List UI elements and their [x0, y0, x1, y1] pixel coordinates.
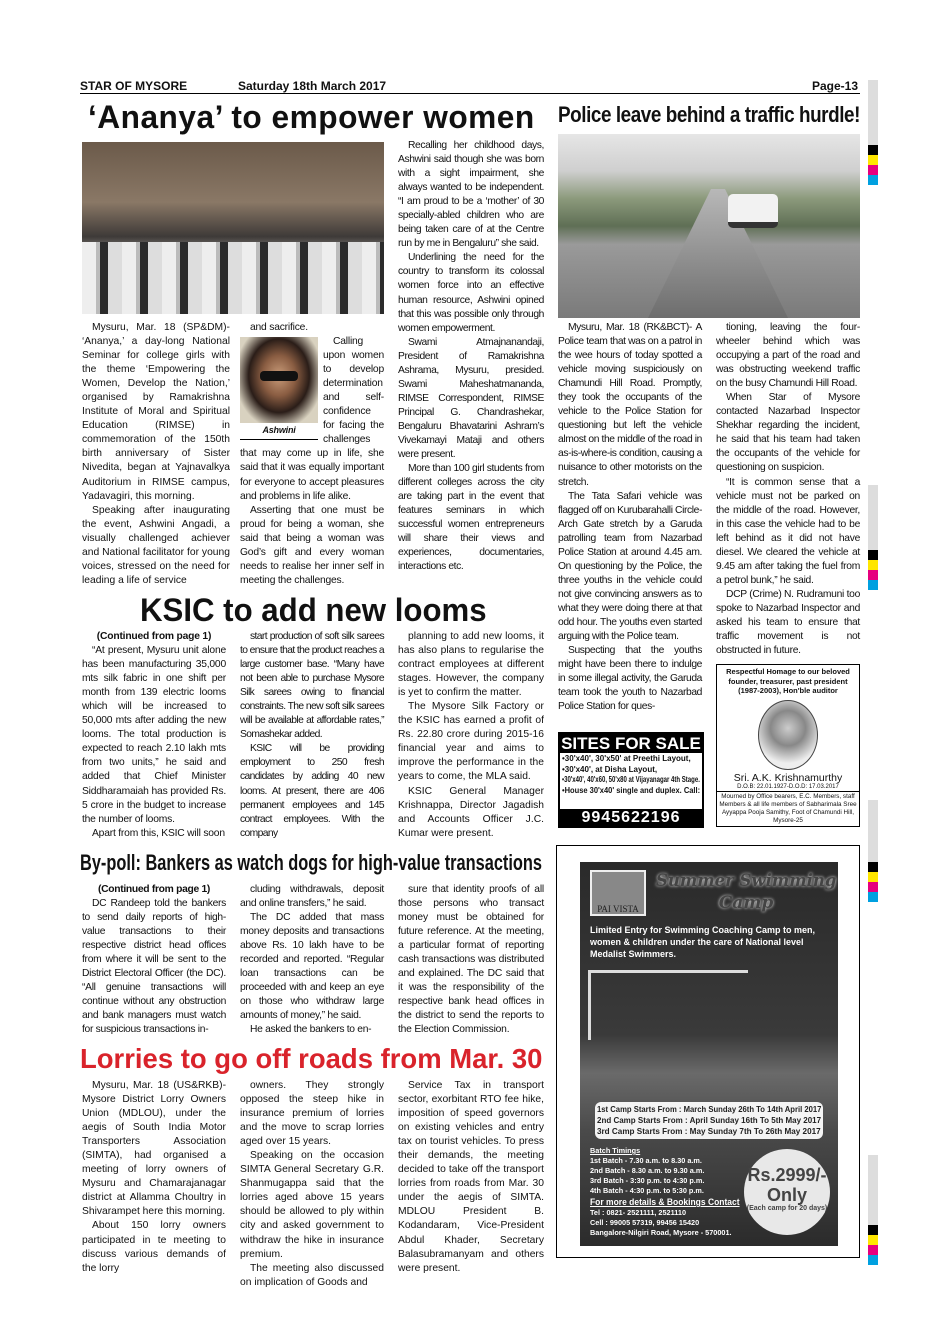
- police-column-2: [716, 321, 860, 659]
- ad-title-line2: Camp: [718, 893, 774, 913]
- paragraph: tioning, leaving the four-wheeler behind which was occupying a part of the road and was obstructing weekend traffic on the busy Chamundi Hill Road.: [716, 322, 860, 390]
- ananya-column-2: [240, 321, 384, 589]
- bypoll-column-1-text: [82, 897, 226, 1037]
- list-item: 2nd Batch - 8.30 a.m. to 9.30 a.m.: [590, 1166, 705, 1175]
- paragraph: Apart from this, KSIC will soon: [92, 827, 225, 839]
- headline-police: Police leave behind a traffic hurdle!: [558, 102, 860, 127]
- paragraph: Underlining the need for the country to transform its colossal women force into an effective human resource, Ashwini opined that this was possible only through women empowerment.: [398, 252, 544, 334]
- paragraph: Asserting that one must be proud for being a woman, she said that being a woman was God’s gift and every woman needs to realise her inner self in meeting the challenges.: [240, 504, 384, 586]
- paragraph: Swami Atmajnanandaji, President of Ramakrishna Ashrama, Mysuru, presided. Swami Maheshatmananda, RIMSE Correspondent, RIMSE Principal G. Chandrashekar, Bengaluru Bhavatarini Ashram’s Vivekamayi Mataji and others were present.: [398, 336, 544, 461]
- registration-strip: [868, 800, 878, 862]
- pool-building: [588, 970, 748, 1040]
- homage-ad: [716, 664, 860, 827]
- paragraph: About 150 lorry owners participated in te meeting to discuss various demands of the lorry: [82, 1220, 226, 1274]
- paragraph: DC Randeep told the bankers to send daily reports of high-value transactions to their respective district head offices from where it will be sent to the District Electoral Officer (the DC). “All genuine transactions will continue without any obstruction and bank managers must watch for suspicious transactions in-: [82, 898, 226, 1036]
- color-registration-mark: [868, 550, 878, 590]
- masthead-rule: [80, 93, 860, 94]
- paragraph: The Mysore Silk Factory or the KSIC has earned a profit of Rs. 22.80 crore during 2015-16 financial year and aims to improve the performance in the years to come, the MLA said.: [398, 701, 544, 783]
- paragraph: Mysuru, Mar. 18 (RK&BCT)- A Police team that was on a patrol in the wee hours of today spotted a vehicle moving suspiciously on Chamundi Hill Road. Promptly, they took the occupants of the vehicle to the Police Station for questioning but left the vehicle almost on the middle of the road in as-is-where-is condition, causing a nuisance to other motorists on the stretch.: [558, 322, 702, 488]
- ananya-column-3: [398, 139, 544, 587]
- paragraph: He asked the bankers to en-: [250, 1024, 372, 1036]
- homage-dates: D.O.B: 22.01.1927-D.O.D: 17.03.2017: [717, 784, 859, 792]
- paragraph: planning to add new looms, it has also plans to regularise the contract employees at different stages. However, the company is yet to confirm the matter.: [398, 631, 544, 699]
- issue-date: Saturday 18th March 2017: [238, 79, 387, 93]
- bypoll-column-1: [82, 883, 226, 1041]
- registration-strip: [868, 1155, 878, 1225]
- sites-for-sale-ad: [558, 732, 704, 828]
- contact-tel: Tel : 0821- 2521111, 2521110: [590, 1208, 687, 1217]
- paragraph: When Star of Mysore contacted Nazarbad Inspector Shekhar regarding the incident, he said that his team had taken the occupants of the vehicle for questioning on suspicion.: [716, 392, 860, 474]
- paragraph: Mysuru, Mar. 18 (SP&DM)- ‘Ananya,’ a day-long National Seminar for college girls with the theme ‘Empowering the Women, Develop the Nation,’ organised by Ramakrishna Institute of Moral and Spiritual Education (RIMSE) in commemoration of the 150th birth anniversary of Sister Nivedita, began at Yajnavalkya Auditorium in RIMSE campus, Yadavagiri, this morning.: [82, 322, 230, 502]
- headline-lorries: Lorries to go off roads from Mar. 30: [80, 1043, 543, 1074]
- bypoll-column-3: [398, 883, 544, 1041]
- homage-footer: Mourned by Office bearers, E.C. Members, staff Members & all life members of Sabharimala Sree Ayyappa Pooja Samithy, Foot of Chamundi Hill, Mysore-25: [719, 792, 857, 824]
- paragraph: KSIC will be providing employment to 250 fresh candidates by adding 40 new looms. At present, there are 406 permanent employees and 145 contract employees. With the company: [240, 743, 384, 839]
- list-item: •30'x40', 40'x60, 50'x80 at Vijayanagar 4th Stage.: [562, 775, 700, 784]
- ksic-column-1-text: [82, 644, 226, 841]
- paragraph: DCP (Crime) N. Rudramuni too spoke to Nazarbad Inspector and asked his team to ensure that traffic movement is not obstructed in future.: [716, 588, 860, 657]
- list-item: 2nd Camp Starts From : April Sunday 16th To 5th May 2017: [597, 1115, 822, 1125]
- paragraph: owners. They strongly opposed the steep hike in insurance premium of lorries and the move to scrap lorries aged over 15 years.: [240, 1080, 384, 1148]
- ad-intro: Limited Entry for Swimming Coaching Camp to men, women & children under the care of National level Medalist Swimmers.: [590, 925, 816, 959]
- paragraph: More than 100 girl students from different colleges across the city are taking part in the event that features seminars in which successful women entrepreneurs will share their views and experiences, documentaries, interactions etc.: [398, 463, 544, 573]
- road-car-photo: [558, 134, 860, 318]
- camp-dates: [595, 1102, 823, 1139]
- list-item: •30'x40', at Disha Layout,: [562, 764, 658, 774]
- portrait-photo: [758, 700, 818, 770]
- homage-name: Sri. A.K. Krishnamurthy: [733, 771, 843, 784]
- police-column-1: [558, 321, 702, 727]
- batch-timings: [590, 1146, 740, 1238]
- headline-bypoll: By-poll: Bankers as watch dogs for high-value transactions: [80, 850, 543, 875]
- registration-strip: [868, 485, 878, 550]
- paragraph: start production of soft silk sarees to ensure that the product reaches a large customer base. “Many have not been able to purchase Mysore Silk sarees owing to financial constraints. The new soft silk sarees will be available at affordable rates,” Somashekar added.: [240, 631, 384, 741]
- list-item: 1st Camp Starts From : March Sunday 26th To 14th April 2017: [597, 1104, 822, 1114]
- continued-label: (Continued from page 1): [96, 631, 212, 642]
- paragraph: KSIC General Manager Krishnappa, Director Jagadish and Accounts Officer J.C. Kumar were present.: [398, 785, 544, 839]
- ksic-column-3: [398, 630, 544, 844]
- list-item: 1st Batch - 7.30 a.m. to 8.30 a.m.: [590, 1156, 702, 1165]
- ananya-column-1: [82, 321, 230, 589]
- paragraph: and sacrifice.: [250, 322, 308, 333]
- bypoll-column-2: [240, 883, 384, 1041]
- list-item: 3rd Batch - 3:30 p.m. to 4:30 p.m.: [590, 1176, 705, 1185]
- paragraph: Service Tax in transport sector, exorbitant RTO fee hike, imposition of speed governors on existing vehicles and entry tax on tourist vehicles. To press their demands, the meeting decided to take off the transport lorries from roads from Mar. 30 under the aegis of SIMTA. MDLOU President B. Kodandaram, Vice-President Abdul Khader, Secretary Balasubramanyam and others were present.: [398, 1080, 544, 1274]
- paragraph: Mysuru, Mar. 18 (US&RKB)- Mysore District Lorry Owners Union (MDLOU), under the aegis of South India Motor Transporters Association (SIMTA), had organised a meeting of lorry owners of Mysuru and Chamarajanagar district at Allamma Choultry in Shivarampet here this morning.: [82, 1080, 226, 1218]
- headline-ksic: KSIC to add new looms: [140, 592, 487, 628]
- seminar-students-photo: [82, 142, 384, 314]
- contact-cell: Cell : 99005 57319, 99456 15420: [590, 1218, 700, 1227]
- continued-label: (Continued from page 1): [97, 884, 211, 895]
- paragraph: Ashwini Calling upon women to develop determination and self-confidence for facing the challenges that may come up in life, she said that it was equally important for everyone to accept pleasures and problems in life alike.: [240, 336, 384, 502]
- paragraph: Suspecting that the youths might have been there to indulge in some illegal activity, the Garuda team took the youth to Nazarbad Police Station for ques-: [558, 645, 702, 713]
- contact-address: Bangalore-Nilgiri Road, Mysore - 570001.: [590, 1228, 732, 1237]
- portrait-photo: [240, 337, 318, 423]
- list-item: •House 30'x40' single and duplex. Call:: [562, 785, 701, 795]
- ad-items: [560, 753, 702, 797]
- ad-title: [656, 870, 836, 914]
- homage-header: Respectful Homage to our beloved founder, treasurer, past president (1987-2003), Hon'ble auditor: [726, 667, 850, 695]
- newspaper-name: STAR OF MYSORE: [80, 79, 188, 93]
- lorries-column-2: [240, 1079, 384, 1331]
- swimming-camp-ad: [556, 845, 860, 1258]
- price: Rs.2999/-: [747, 1165, 827, 1185]
- registration-strip: [868, 80, 878, 145]
- paragraph: “At present, Mysuru unit alone has been manufacturing 35,000 mts silk fabric in one shift per month from 139 electric looms which will be increased to 50,000 mts after adding the new looms. The total production is expected to reach 2.10 lakh mts from two units,” he said and added that Chief Minister Siddharamaiah has provided Rs. 5 crore in the budget to increase the number of looms.: [82, 645, 226, 825]
- page-number: Page-13: [812, 79, 859, 93]
- paragraph: Speaking on the occasion SIMTA General Secretary G.R. Shanmugappa said that the lorries aged above 15 years should be allowed to ply within city and asked government to withdraw the hike in insurance premium.: [240, 1150, 384, 1260]
- paragraph: Speaking after inaugurating the event, Ashwini Angadi, a visually challenged achiever and National facilitator for young voices, stressed on the need for leading a life of service: [82, 504, 230, 586]
- ad-phone: 9945622196: [560, 809, 702, 826]
- list-item: 4th Batch - 4:30 p.m. to 5:30 p.m.: [590, 1186, 704, 1195]
- ad-title-line1: Summer Swimming: [656, 871, 837, 891]
- ananya-column-2-text: [240, 321, 384, 588]
- list-item: •30'x40', 30'x50' at Preethi Layout,: [562, 754, 691, 763]
- color-registration-mark: [868, 1225, 878, 1265]
- sunglasses: [260, 371, 298, 381]
- paragraph: “It is common sense that a vehicle must not be parked on the middle of the road. However, in this case the vehicle had to be left behind as it did not have diesel. We cleared the vehicle at 9.45 am after taking the fuel from a petrol bunk,” he said.: [716, 476, 860, 586]
- paragraph: The meeting also discussed on implication of Goods and: [240, 1262, 384, 1288]
- color-registration-mark: [868, 145, 878, 185]
- contact-title: For more details & Bookings Contact: [590, 1197, 740, 1207]
- lorries-column-1: [82, 1079, 226, 1331]
- paragraph: sure that identity proofs of all those persons who transact money must be obtained for future reference. At the meeting, a particular format of reporting cash transactions was distributed and explained. The DC said that it was the responsibility of the respective bank head offices in the district to send the reports to the Election Commission.: [398, 884, 544, 1036]
- paragraph: The Tata Safari vehicle was flagged off on Kurubarahalli Circle-Arch Gate stretch by a Garuda patrolling team from Nazarbad Police Station at around 4.45 am. On questioning by the Police, the three youths in the vehicle could not give convincing answers as to what they were doing there at that odd hour. The youths even started arguing with the Police team.: [558, 490, 702, 643]
- price-badge: [744, 1149, 830, 1235]
- paragraph: Recalling her childhood days, Ashwini said though she was born with a sight impairment, she always wanted to be independent. “I am proud to be a ‘mother’ of 30 specially-abled children who are being taken care of at the Centre run by me in Bengaluru” she said.: [398, 140, 544, 250]
- paragraph: The DC added that mass money deposits and transactions above Rs. 10 lakh have to be recorded and reported. “Regular loan transactions can be proceeded with and keep an eye on those who withdraw large amounts of money,” he said.: [240, 912, 384, 1022]
- price-only: Only: [766, 1185, 807, 1205]
- ksic-column-1: [82, 630, 226, 844]
- batch-list: [590, 1156, 740, 1196]
- batch-title: Batch Timings: [590, 1146, 641, 1155]
- lorries-column-3: [398, 1079, 544, 1331]
- pai-vista-logo: PAI VISTA: [590, 870, 646, 916]
- paragraph: cluding withdrawals, deposit and online transfers,” he said.: [240, 884, 384, 910]
- ad-panel: [580, 862, 838, 1246]
- price-note: (Each camp for 20 days): [746, 1205, 828, 1212]
- ashwini-photo: [240, 337, 318, 440]
- headline-ananya: ‘Ananya’ to empower women: [88, 99, 535, 135]
- list-item: 3rd Camp Starts From : May Sunday 7th To 26th May 2017: [596, 1126, 821, 1136]
- color-registration-mark: [868, 862, 878, 902]
- ksic-column-2: [240, 630, 384, 844]
- photo-caption: Ashwini: [262, 425, 296, 436]
- ad-title: SITES FOR SALE: [561, 734, 701, 753]
